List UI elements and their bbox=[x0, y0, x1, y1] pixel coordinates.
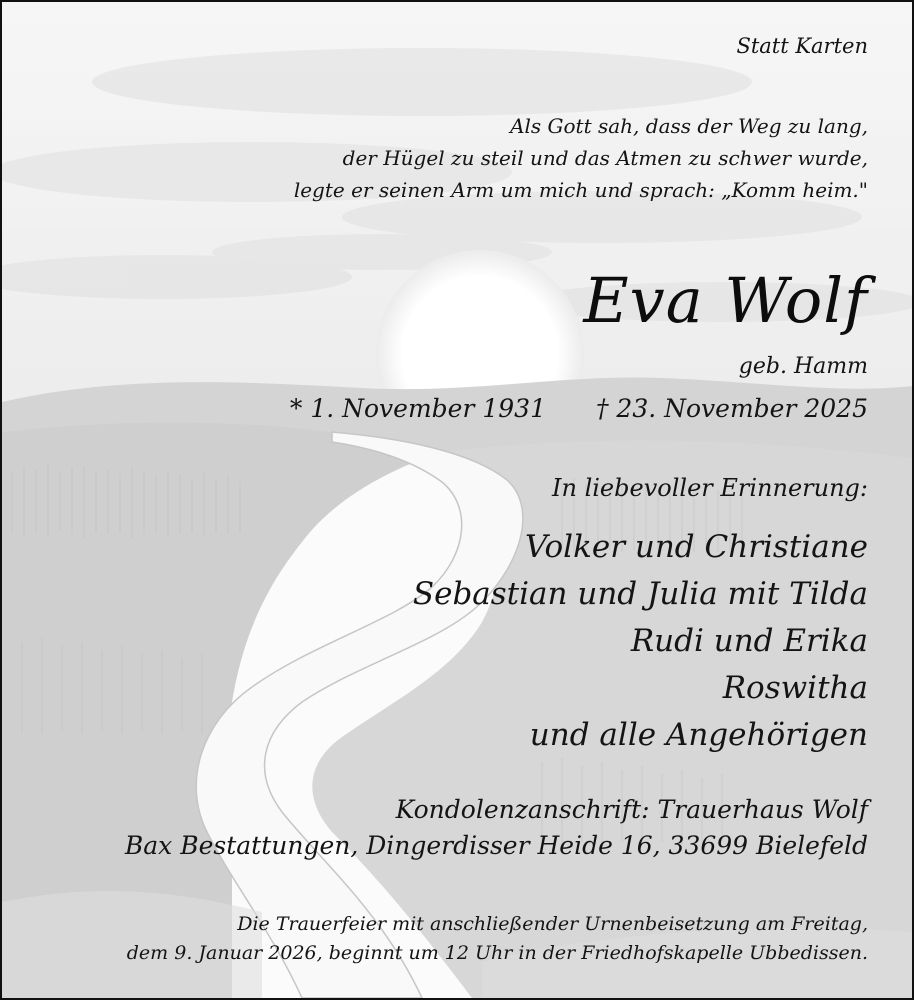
statt-karten-label: Statt Karten bbox=[736, 34, 868, 58]
mourner-entry: und alle Angehörigen bbox=[529, 717, 868, 753]
condolence-line: Kondolenzanschrift: Trauerhaus Wolf bbox=[395, 795, 868, 824]
mourner-entry: Volker und Christiane bbox=[524, 529, 868, 565]
mourner-entry: Roswitha bbox=[722, 670, 868, 706]
service-line: Die Trauerfeier mit anschließender Urnenbeisetzung am Freitag, bbox=[237, 913, 868, 935]
deceased-name: Eva Wolf bbox=[583, 264, 868, 337]
birth-date: * 1. November 1931 bbox=[289, 394, 546, 423]
poem-line: der Hügel zu steil und das Atmen zu schwer wurde, bbox=[342, 146, 868, 170]
birth-name: geb. Hamm bbox=[738, 354, 868, 379]
poem-line: legte er seinen Arm um mich und sprach: „Komm heim." bbox=[293, 178, 868, 202]
service-line: dem 9. Januar 2026, beginnt um 12 Uhr in der Friedhofskapelle Ubbedissen. bbox=[126, 942, 868, 964]
condolence-line: Bax Bestattungen, Dingerdisser Heide 16, 33699 Bielefeld bbox=[124, 831, 868, 860]
mourners-list bbox=[413, 524, 868, 759]
death-date: † 23. November 2025 bbox=[595, 394, 868, 423]
condolence-address bbox=[125, 792, 868, 864]
poem-line: Als Gott sah, dass der Weg zu lang, bbox=[510, 114, 868, 138]
mourner-entry: Sebastian und Julia mit Tilda bbox=[412, 576, 868, 612]
memory-intro: In liebevoller Erinnerung: bbox=[552, 474, 868, 502]
poem bbox=[294, 110, 868, 206]
mourner-entry: Rudi und Erika bbox=[630, 623, 868, 659]
funeral-service-note bbox=[127, 910, 868, 968]
